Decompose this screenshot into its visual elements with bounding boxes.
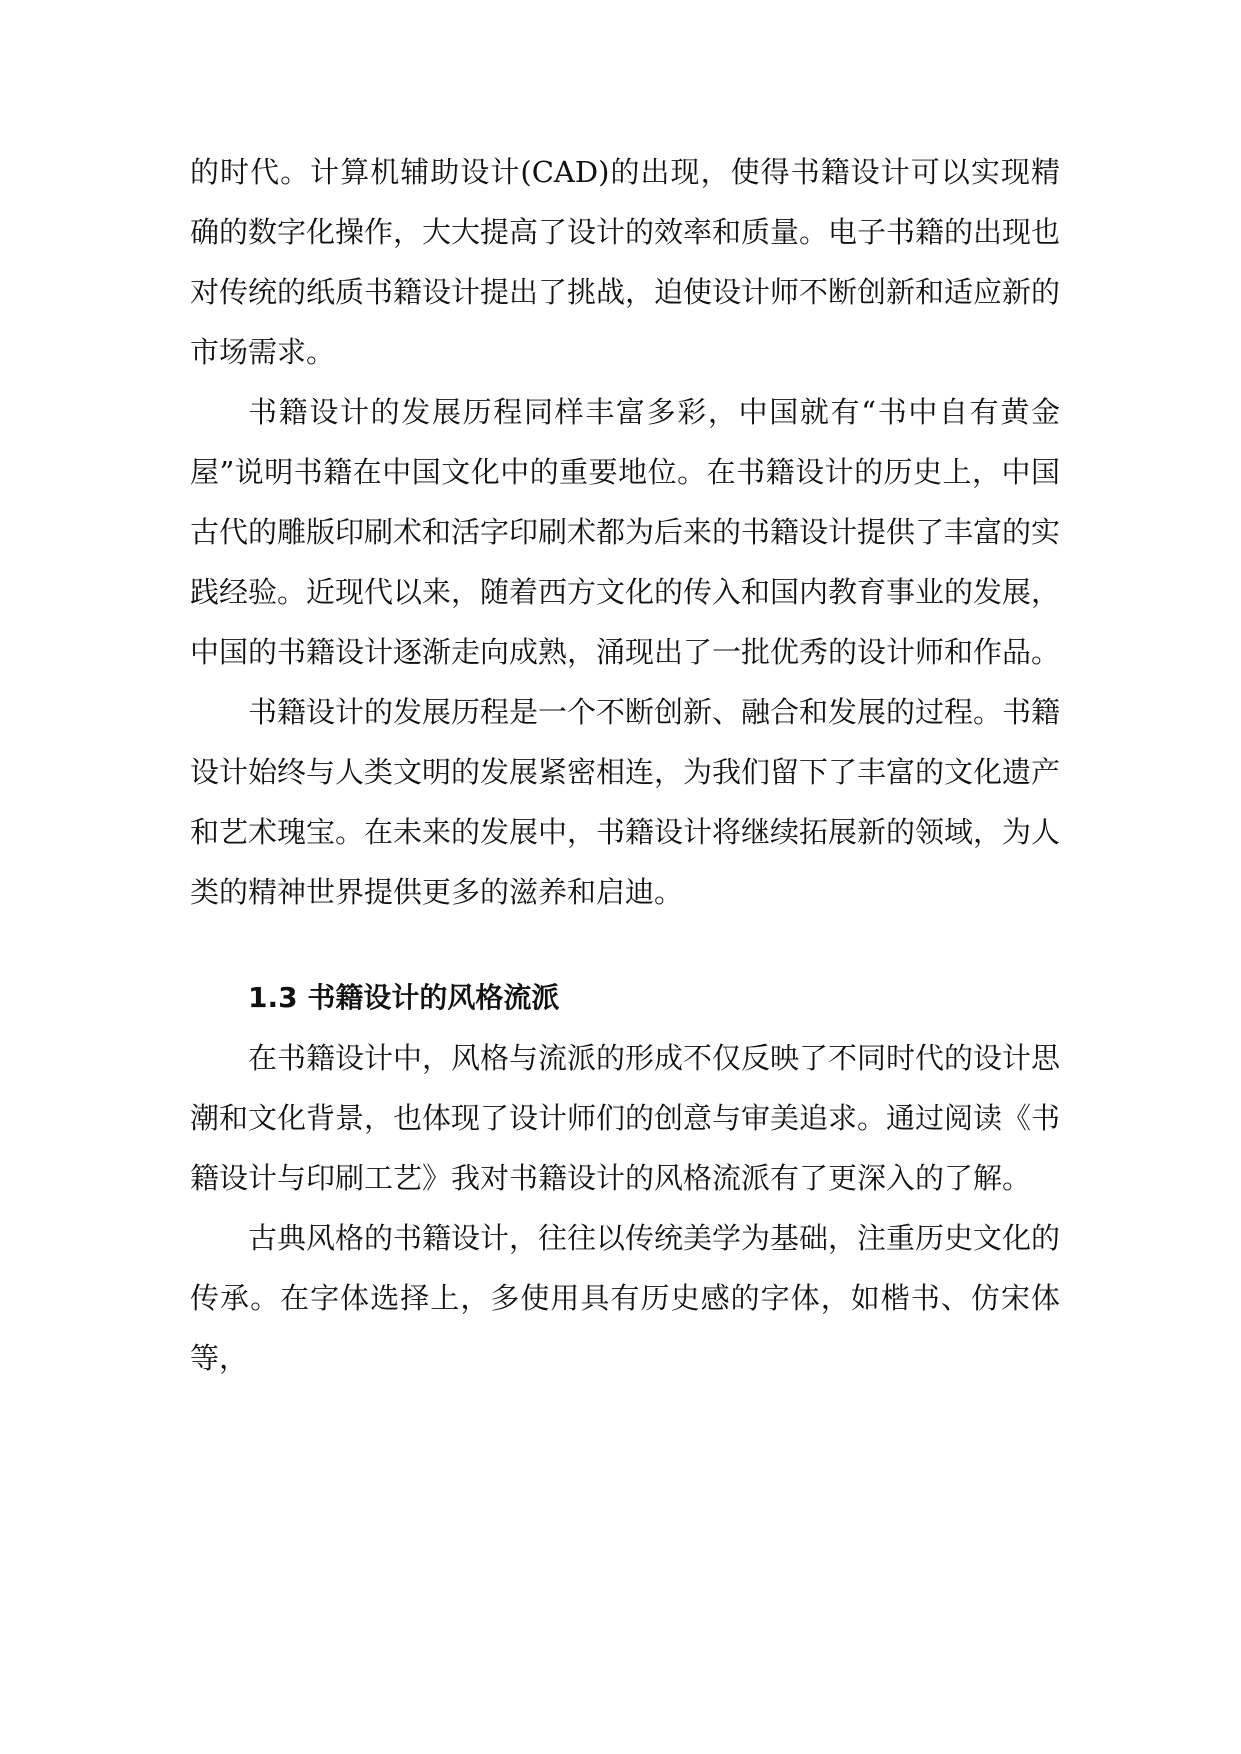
document-body xyxy=(190,142,1060,1388)
paragraph-style-schools-intro: 在书籍设计中，风格与流派的形成不仅反映了不同时代的设计思潮和文化背景，也体现了设计师们的创意与审美追求。通过阅读《书籍设计与印刷工艺》我对书籍设计的风格流派有了更深入的了解。 xyxy=(190,1041,1061,1195)
paragraph-classical-style: 古典风格的书籍设计，往往以传统美学为基础，注重历史文化的传承。在字体选择上，多使用具有历史感的字体，如楷书、仿宋体等， xyxy=(190,1221,1061,1375)
paragraph-design-development-summary: 书籍设计的发展历程是一个不断创新、融合和发展的过程。书籍设计始终与人类文明的发展紧密相连，为我们留下了丰富的文化遗产和艺术瑰宝。在未来的发展中，书籍设计将继续拓展新的领域，为人类的精神世界提供更多的滋养和启迪。 xyxy=(190,695,1061,909)
paragraph-chinese-book-history: 书籍设计的发展历程同样丰富多彩，中国就有“书中自有黄金屋”说明书籍在中国文化中的重要地位。在书籍设计的历史上，中国古代的雕版印刷术和活字印刷术都为后来的书籍设计提供了丰富的实践经验。近现代以来，随着西方文化的传入和国内教育事业的发展，中国的书籍设计逐渐走向成熟，涌现出了一批优秀的设计师和作品。 xyxy=(190,395,1061,669)
section-heading: 1.3 书籍设计的风格流派 xyxy=(248,981,560,1014)
paragraph-cad-digital-design: 的时代。计算机辅助设计(CAD)的出现，使得书籍设计可以实现精确的数字化操作，大大提高了设计的效率和质量。电子书籍的出现也对传统的纸质书籍设计提出了挑战，迫使设计师不断创新和适应新的市场需求。 xyxy=(190,155,1061,369)
